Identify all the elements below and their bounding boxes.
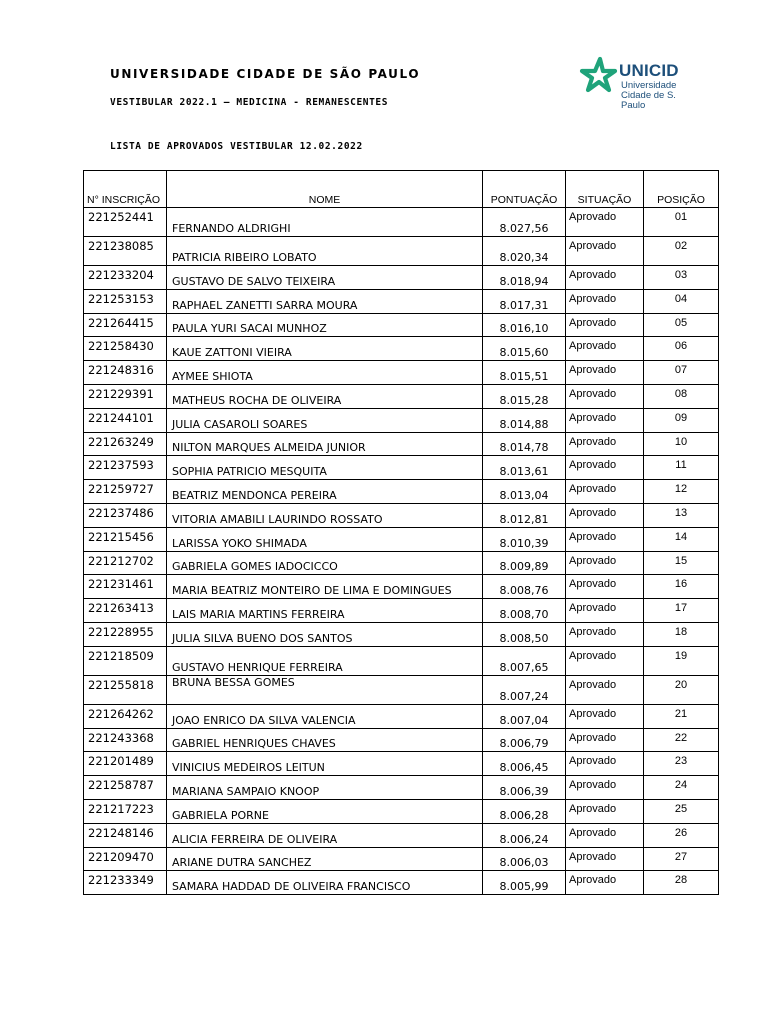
cell-posicao: 08: [644, 384, 719, 408]
cell-posicao: 19: [644, 646, 719, 675]
cell-pontuacao: 8.008,70: [483, 599, 566, 623]
cell-pontuacao: 8.015,28: [483, 384, 566, 408]
cell-pontuacao: 8.006,79: [483, 728, 566, 752]
cell-inscricao: 221255818: [84, 675, 167, 704]
cell-posicao: 09: [644, 408, 719, 432]
cell-nome: VITORIA AMABILI LAURINDO ROSSATO: [167, 503, 483, 527]
cell-pontuacao: 8.020,34: [483, 237, 566, 266]
cell-situacao: Aprovado: [566, 776, 644, 800]
cell-pontuacao: 8.008,50: [483, 622, 566, 646]
cell-pontuacao: 8.012,81: [483, 503, 566, 527]
cell-situacao: Aprovado: [566, 599, 644, 623]
cell-pontuacao: 8.010,39: [483, 527, 566, 551]
cell-pontuacao: 8.014,78: [483, 432, 566, 456]
cell-posicao: 21: [644, 704, 719, 728]
table-row: [84, 704, 719, 728]
cell-posicao: 27: [644, 847, 719, 871]
cell-posicao: 03: [644, 266, 719, 290]
table-row: [84, 575, 719, 599]
table-row: [84, 208, 719, 237]
cell-nome: JULIA CASAROLI SOARES: [167, 408, 483, 432]
approved-list-table: [83, 170, 719, 895]
cell-situacao: Aprovado: [566, 503, 644, 527]
cell-posicao: 04: [644, 289, 719, 313]
table-row: [84, 728, 719, 752]
table-header-row: [84, 171, 719, 208]
cell-situacao: Aprovado: [566, 646, 644, 675]
cell-pontuacao: 8.014,88: [483, 408, 566, 432]
logo-subtitle: [621, 81, 698, 111]
cell-inscricao: 221215456: [84, 527, 167, 551]
cell-nome: FERNANDO ALDRIGHI: [167, 208, 483, 237]
cell-inscricao: 221263413: [84, 599, 167, 623]
cell-nome: JULIA SILVA BUENO DOS SANTOS: [167, 622, 483, 646]
table-row: [84, 337, 719, 361]
cell-inscricao: 221248146: [84, 823, 167, 847]
table-row: [84, 599, 719, 623]
cell-pontuacao: 8.008,76: [483, 575, 566, 599]
star-logo-icon: [578, 56, 618, 96]
table-row: [84, 776, 719, 800]
cell-nome: GUSTAVO HENRIQUE FERREIRA: [167, 646, 483, 675]
cell-nome: LARISSA YOKO SHIMADA: [167, 527, 483, 551]
cell-pontuacao: 8.006,03: [483, 847, 566, 871]
cell-nome: GABRIELA PORNE: [167, 799, 483, 823]
cell-pontuacao: 8.015,51: [483, 361, 566, 385]
cell-inscricao: 221243368: [84, 728, 167, 752]
cell-inscricao: 221248316: [84, 361, 167, 385]
table-row: [84, 503, 719, 527]
cell-nome: AYMEE SHIOTA: [167, 361, 483, 385]
cell-inscricao: 221231461: [84, 575, 167, 599]
cell-situacao: Aprovado: [566, 704, 644, 728]
cell-inscricao: 221264262: [84, 704, 167, 728]
cell-situacao: Aprovado: [566, 575, 644, 599]
table-row: [84, 432, 719, 456]
cell-nome: GUSTAVO DE SALVO TEIXEIRA: [167, 266, 483, 290]
table-row: [84, 384, 719, 408]
cell-nome: VINICIUS MEDEIROS LEITUN: [167, 752, 483, 776]
table-row: [84, 289, 719, 313]
cell-posicao: 23: [644, 752, 719, 776]
cell-nome: SOPHIA PATRICIO MESQUITA: [167, 456, 483, 480]
column-header-pontuacao: PONTUAÇÃO: [483, 171, 566, 208]
table-row: [84, 622, 719, 646]
cell-situacao: Aprovado: [566, 208, 644, 237]
table-row: [84, 752, 719, 776]
cell-inscricao: 221263249: [84, 432, 167, 456]
cell-nome: BRUNA BESSA GOMES: [167, 675, 483, 704]
cell-inscricao: 221201489: [84, 752, 167, 776]
cell-pontuacao: 8.006,39: [483, 776, 566, 800]
cell-situacao: Aprovado: [566, 313, 644, 337]
cell-pontuacao: 8.013,04: [483, 480, 566, 504]
cell-posicao: 13: [644, 503, 719, 527]
table-row: [84, 361, 719, 385]
cell-situacao: Aprovado: [566, 432, 644, 456]
cell-posicao: 02: [644, 237, 719, 266]
cell-situacao: Aprovado: [566, 871, 644, 895]
cell-situacao: Aprovado: [566, 408, 644, 432]
table-row: [84, 527, 719, 551]
cell-inscricao: 221238085: [84, 237, 167, 266]
cell-posicao: 06: [644, 337, 719, 361]
cell-inscricao: 221218509: [84, 646, 167, 675]
exam-subtitle: VESTIBULAR 2022.1 – MEDICINA - REMANESCENTES: [110, 97, 389, 108]
cell-posicao: 22: [644, 728, 719, 752]
cell-posicao: 26: [644, 823, 719, 847]
cell-pontuacao: 8.007,24: [483, 675, 566, 704]
column-header-nome: NOME: [167, 171, 483, 208]
cell-posicao: 18: [644, 622, 719, 646]
table-row: [84, 675, 719, 704]
cell-nome: ARIANE DUTRA SANCHEZ: [167, 847, 483, 871]
cell-nome: GABRIEL HENRIQUES CHAVES: [167, 728, 483, 752]
cell-nome: SAMARA HADDAD DE OLIVEIRA FRANCISCO: [167, 871, 483, 895]
cell-situacao: Aprovado: [566, 675, 644, 704]
cell-posicao: 07: [644, 361, 719, 385]
cell-inscricao: 221212702: [84, 551, 167, 575]
cell-posicao: 14: [644, 527, 719, 551]
cell-situacao: Aprovado: [566, 456, 644, 480]
cell-posicao: 11: [644, 456, 719, 480]
cell-posicao: 10: [644, 432, 719, 456]
table-row: [84, 551, 719, 575]
cell-posicao: 05: [644, 313, 719, 337]
table-row: [84, 313, 719, 337]
cell-posicao: 20: [644, 675, 719, 704]
cell-posicao: 15: [644, 551, 719, 575]
cell-inscricao: 221258430: [84, 337, 167, 361]
cell-pontuacao: 8.009,89: [483, 551, 566, 575]
cell-situacao: Aprovado: [566, 527, 644, 551]
cell-nome: ALICIA FERREIRA DE OLIVEIRA: [167, 823, 483, 847]
cell-pontuacao: 8.027,56: [483, 208, 566, 237]
cell-pontuacao: 8.007,65: [483, 646, 566, 675]
table-row: [84, 847, 719, 871]
cell-posicao: 12: [644, 480, 719, 504]
cell-pontuacao: 8.006,45: [483, 752, 566, 776]
cell-inscricao: 221228955: [84, 622, 167, 646]
cell-situacao: Aprovado: [566, 384, 644, 408]
cell-situacao: Aprovado: [566, 266, 644, 290]
cell-nome: LAIS MARIA MARTINS FERREIRA: [167, 599, 483, 623]
table-row: [84, 408, 719, 432]
cell-posicao: 17: [644, 599, 719, 623]
table-row: [84, 456, 719, 480]
university-title: UNIVERSIDADE CIDADE DE SÃO PAULO: [110, 67, 421, 81]
cell-inscricao: 221253153: [84, 289, 167, 313]
cell-nome: BEATRIZ MENDONCA PEREIRA: [167, 480, 483, 504]
logo-subtitle-line1: Universidade: [621, 80, 677, 91]
cell-nome: GABRIELA GOMES IADOCICCO: [167, 551, 483, 575]
column-header-inscricao: N° INSCRIÇÃO: [84, 171, 167, 208]
cell-nome: MARIA BEATRIZ MONTEIRO DE LIMA E DOMINGUES: [167, 575, 483, 599]
column-header-posicao: POSIÇÃO: [644, 171, 719, 208]
cell-nome: PAULA YURI SACAI MUNHOZ: [167, 313, 483, 337]
cell-situacao: Aprovado: [566, 551, 644, 575]
cell-situacao: Aprovado: [566, 823, 644, 847]
cell-pontuacao: 8.005,99: [483, 871, 566, 895]
cell-posicao: 16: [644, 575, 719, 599]
table-row: [84, 480, 719, 504]
cell-pontuacao: 8.006,24: [483, 823, 566, 847]
cell-inscricao: 221258787: [84, 776, 167, 800]
table-row: [84, 823, 719, 847]
cell-inscricao: 221229391: [84, 384, 167, 408]
column-header-situacao: SITUAÇÃO: [566, 171, 644, 208]
cell-nome: RAPHAEL ZANETTI SARRA MOURA: [167, 289, 483, 313]
cell-pontuacao: 8.018,94: [483, 266, 566, 290]
logo-subtitle-line2: Cidade de S. Paulo: [621, 90, 676, 111]
cell-posicao: 01: [644, 208, 719, 237]
cell-nome: JOAO ENRICO DA SILVA VALENCIA: [167, 704, 483, 728]
cell-inscricao: 221233204: [84, 266, 167, 290]
cell-situacao: Aprovado: [566, 622, 644, 646]
cell-situacao: Aprovado: [566, 361, 644, 385]
list-title: LISTA DE APROVADOS VESTIBULAR 12.02.2022: [110, 141, 363, 152]
cell-posicao: 28: [644, 871, 719, 895]
cell-situacao: Aprovado: [566, 847, 644, 871]
cell-inscricao: 221264415: [84, 313, 167, 337]
cell-situacao: Aprovado: [566, 752, 644, 776]
cell-situacao: Aprovado: [566, 799, 644, 823]
cell-situacao: Aprovado: [566, 289, 644, 313]
unicid-logo: [578, 56, 698, 111]
cell-situacao: Aprovado: [566, 728, 644, 752]
cell-pontuacao: 8.017,31: [483, 289, 566, 313]
cell-inscricao: 221259727: [84, 480, 167, 504]
table-row: [84, 237, 719, 266]
cell-posicao: 25: [644, 799, 719, 823]
cell-inscricao: 221237486: [84, 503, 167, 527]
cell-inscricao: 221217223: [84, 799, 167, 823]
cell-situacao: Aprovado: [566, 237, 644, 266]
cell-pontuacao: 8.013,61: [483, 456, 566, 480]
cell-pontuacao: 8.016,10: [483, 313, 566, 337]
cell-situacao: Aprovado: [566, 337, 644, 361]
table-row: [84, 646, 719, 675]
cell-pontuacao: 8.015,60: [483, 337, 566, 361]
cell-situacao: Aprovado: [566, 480, 644, 504]
table-row: [84, 266, 719, 290]
cell-inscricao: 221252441: [84, 208, 167, 237]
cell-nome: NILTON MARQUES ALMEIDA JUNIOR: [167, 432, 483, 456]
table-row: [84, 871, 719, 895]
cell-nome: KAUE ZATTONI VIEIRA: [167, 337, 483, 361]
cell-inscricao: 221209470: [84, 847, 167, 871]
logo-brand: UNICID: [619, 61, 679, 80]
cell-pontuacao: 8.006,28: [483, 799, 566, 823]
cell-nome: MARIANA SAMPAIO KNOOP: [167, 776, 483, 800]
cell-inscricao: 221244101: [84, 408, 167, 432]
cell-inscricao: 221237593: [84, 456, 167, 480]
cell-nome: MATHEUS ROCHA DE OLIVEIRA: [167, 384, 483, 408]
cell-inscricao: 221233349: [84, 871, 167, 895]
cell-nome: PATRICIA RIBEIRO LOBATO: [167, 237, 483, 266]
table-row: [84, 799, 719, 823]
cell-pontuacao: 8.007,04: [483, 704, 566, 728]
cell-posicao: 24: [644, 776, 719, 800]
